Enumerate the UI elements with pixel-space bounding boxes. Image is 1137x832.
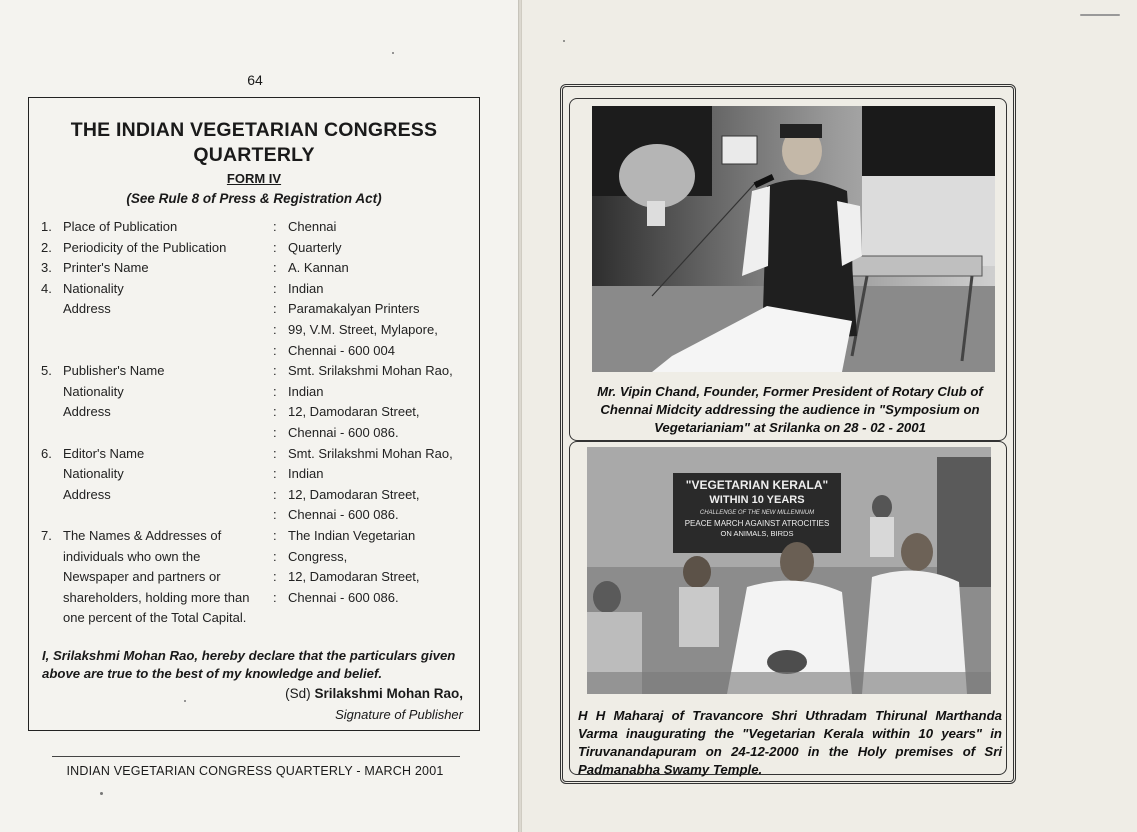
journal-title-line1: THE INDIAN VEGETARIAN CONGRESS [70,119,438,141]
item-number: 2. [41,239,52,255]
item-value: The Indian Vegetarian [288,528,416,543]
item-colon: : [273,589,277,605]
item-value: 12, Damodaran Street, [288,404,420,420]
banner-line4: PEACE MARCH AGAINST ATROCITIES [684,519,830,528]
item-colon: : [273,239,277,255]
paper-mark [1080,14,1120,16]
item-colon: : [273,425,277,440]
item-colon: : [273,404,277,420]
item-value: Chennai [288,219,337,234]
item-value: Paramakalyan Printers [288,301,420,317]
item-colon: : [273,466,277,482]
declaration-text: I, Srilakshmi Mohan Rao, hereby declare that the particulars given above are true to the best of my knowledge and belief. [42,648,456,681]
item-label: Address [63,404,111,420]
page-number: 64 [247,72,263,88]
item-label: Periodicity of the Publication [63,239,227,255]
footer-divider [52,756,460,757]
item-colon: : [273,486,277,502]
paper-speck [100,792,103,795]
item-value: Quarterly [288,239,342,255]
item-value: 12, Damodaran Street, [288,569,420,585]
item-colon: : [273,507,277,523]
page-footer: INDIAN VEGETARIAN CONGRESS QUARTERLY - MARCH 2001 [66,764,444,778]
signed-prefix: (Sd) [285,686,311,701]
item-colon: : [273,280,277,296]
item-label: The Names & Addresses of [63,528,222,543]
item-label: Place of Publication [63,219,178,234]
item-value: 99, V.M. Street, Mylapore, [288,322,438,337]
item-label: Publisher's Name [63,363,165,379]
item-value: Chennai - 600 086. [288,589,399,605]
item-number: 4. [41,280,52,296]
item-label: Nationality [63,466,124,482]
item-label: Newspaper and partners or [63,569,221,585]
photo2-caption: H H Maharaj of Travancore Shri Uthradam Thirunal Marthanda Varma inaugurating the "Vegetarian Kerala within 10 years" in Tiruvanandapuram on 24-12-2000 in the Holy premises of Sri Padmanabha Swamy Temple. [578,708,1002,777]
item-value: Congress, [288,548,348,564]
journal-title-line2: QUARTERLY [193,144,315,166]
item-label: Nationality [63,383,124,399]
photo1-caption: Mr. Vipin Chand, Founder, Former President of Rotary Club of Chennai Midcity addressing the audience in "Symposium on Vegetarianiam" at Srilanka on 28 - 02 - 2001 [597,384,983,435]
item-colon: : [273,342,277,358]
item-colon: : [273,548,277,564]
signed-line [285,686,463,701]
item-value: 12, Damodaran Street, [288,486,420,502]
form-iv-box [28,97,480,731]
item-label: shareholders, holding more than [63,589,250,605]
item-colon: : [273,301,277,317]
item-label: Nationality [63,280,124,296]
item-number: 1. [41,219,52,234]
banner-line5: ON ANIMALS, BIRDS [720,529,794,538]
journal-title [29,118,479,168]
item-colon: : [273,383,277,399]
rule-reference: (See Rule 8 of Press & Registration Act) [126,191,382,206]
item-label: Address [63,301,111,317]
banner-line3: CHALLENGE OF THE NEW MILLENNIUM [699,510,815,516]
item-number: 7. [41,528,52,543]
book-spine [518,0,522,832]
signature-caption: Signature of Publisher [335,707,463,722]
item-label: Address [63,486,111,502]
item-number: 5. [41,363,52,379]
item-colon: : [273,322,277,337]
item-label: individuals who own the [63,548,201,564]
paper-speck [563,40,565,42]
form-label: FORM IV [226,171,282,186]
item-label: one percent of the Total Capital. [63,610,247,626]
item-value: Smt. Srilakshmi Mohan Rao, [288,445,453,461]
item-value: A. Kannan [288,260,349,276]
item-value: Indian [288,383,324,399]
paper-speck [392,52,394,54]
banner-line1: "VEGETARIAN KERALA" [685,478,829,492]
paper-speck [184,700,186,702]
item-colon: : [273,445,277,461]
item-value: Chennai - 600 004 [288,342,395,358]
item-colon: : [273,363,277,379]
item-label: Printer's Name [63,260,149,276]
item-colon: : [273,528,277,543]
item-value: Smt. Srilakshmi Mohan Rao, [288,363,453,379]
item-value: Indian [288,466,324,482]
banner-line2: WITHIN 10 YEARS [709,494,805,506]
item-value: Chennai - 600 086. [288,507,399,523]
photo-speaker-with-microphone [592,106,995,372]
item-label: Editor's Name [63,445,145,461]
item-colon: : [273,260,277,276]
signed-name: Srilakshmi Mohan Rao, [314,686,463,701]
item-colon: : [273,219,277,234]
item-number: 3. [41,260,52,276]
item-colon: : [273,569,277,585]
item-number: 6. [41,445,52,461]
photo-inauguration-event [587,447,991,694]
item-value: Indian [288,280,324,296]
item-value: Chennai - 600 086. [288,425,399,440]
